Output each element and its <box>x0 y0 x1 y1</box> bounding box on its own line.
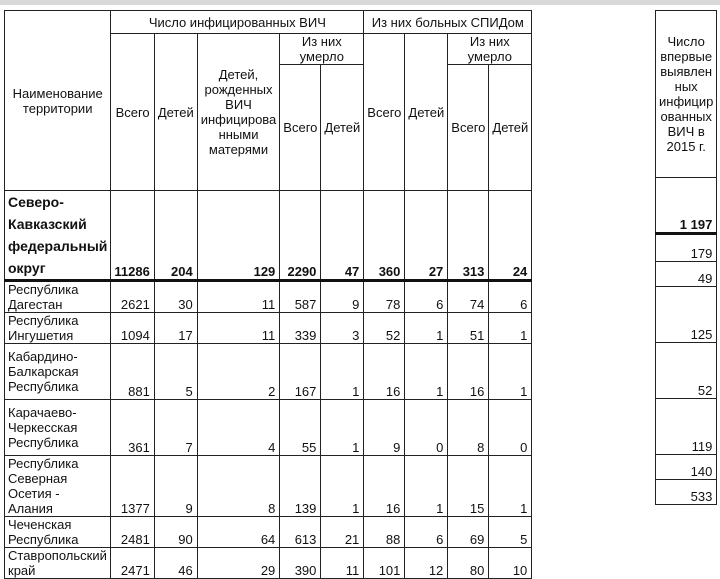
row-name: Чеченская Республика <box>5 517 111 548</box>
died-total-header: Всего <box>280 65 321 191</box>
cell: 8 <box>448 400 489 456</box>
cell: 10 <box>489 548 532 579</box>
cell: 27 <box>405 191 448 281</box>
born-children-header: Детей, рожденных ВИЧ инфицирова нными матерями <box>197 34 280 191</box>
cell: 360 <box>364 191 405 281</box>
cell: 6 <box>405 517 448 548</box>
cell: 390 <box>280 548 321 579</box>
aids-died-children-header: Детей <box>489 65 532 191</box>
cell: 1 <box>321 400 364 456</box>
new-cases-cell: 52 <box>656 343 717 399</box>
cell: 64 <box>197 517 280 548</box>
cell: 1 <box>321 456 364 517</box>
row-name: Карачаево-Черкесская Республика <box>5 400 111 456</box>
cell: 9 <box>321 281 364 313</box>
cell: 78 <box>364 281 405 313</box>
cell: 51 <box>448 313 489 344</box>
cell: 55 <box>280 400 321 456</box>
cell: 361 <box>111 400 154 456</box>
table-row <box>5 517 532 548</box>
cell: 0 <box>489 400 532 456</box>
cell: 2 <box>197 344 280 400</box>
cell: 7 <box>154 400 197 456</box>
main-table <box>4 10 532 579</box>
cell: 1 <box>489 456 532 517</box>
table-row <box>5 400 532 456</box>
new-cases-header: Число впервые выявлен ных инфицир ованных ВИЧ в 2015 г. <box>656 11 717 178</box>
table-row <box>5 313 532 344</box>
cell: 1094 <box>111 313 154 344</box>
hiv-died-header: Из них умерло <box>280 34 364 65</box>
cell: 1 <box>321 344 364 400</box>
cell: 5 <box>489 517 532 548</box>
row-name: Ставропольский край <box>5 548 111 579</box>
aids-children-header: Детей <box>405 34 448 191</box>
cell: 139 <box>280 456 321 517</box>
cell: 69 <box>448 517 489 548</box>
table-row <box>5 344 532 400</box>
hiv-children-header: Детей <box>154 34 197 191</box>
aids-died-header: Из них умерло <box>448 34 532 65</box>
cell: 2290 <box>280 191 321 281</box>
cell: 339 <box>280 313 321 344</box>
cell: 16 <box>448 344 489 400</box>
aids-group-header: Из них больных СПИДом <box>364 11 532 34</box>
aids-total-header: Всего <box>364 34 405 191</box>
cell: 15 <box>448 456 489 517</box>
cell: 52 <box>364 313 405 344</box>
new-cases-cell: 125 <box>656 287 717 343</box>
new-cases-federal: 1 197 <box>656 178 717 234</box>
cell: 167 <box>280 344 321 400</box>
died-children-header: Детей <box>321 65 364 191</box>
cell: 1 <box>405 313 448 344</box>
cell: 1 <box>489 313 532 344</box>
cell: 11286 <box>111 191 154 281</box>
territory-header: Наименование территории <box>5 11 111 191</box>
cell: 613 <box>280 517 321 548</box>
cell: 9 <box>154 456 197 517</box>
cell: 11 <box>197 281 280 313</box>
cell: 129 <box>197 191 280 281</box>
cell: 2481 <box>111 517 154 548</box>
cell: 47 <box>321 191 364 281</box>
hiv-total-header: Всего <box>111 34 154 191</box>
cell: 80 <box>448 548 489 579</box>
table-row <box>5 281 532 313</box>
cell: 8 <box>197 456 280 517</box>
cell: 1 <box>405 456 448 517</box>
cell: 1377 <box>111 456 154 517</box>
row-name: Республика Дагестан <box>5 281 111 313</box>
cell: 12 <box>405 548 448 579</box>
new-cases-cell: 140 <box>656 455 717 480</box>
new-cases-cell: 179 <box>656 234 717 262</box>
cell: 6 <box>489 281 532 313</box>
new-cases-table <box>655 10 717 505</box>
cell: 2471 <box>111 548 154 579</box>
cell: 881 <box>111 344 154 400</box>
new-cases-cell: 533 <box>656 480 717 505</box>
cell: 3 <box>321 313 364 344</box>
cell: 6 <box>405 281 448 313</box>
federal-name: Северо-Кавказский федеральный округ <box>5 191 111 281</box>
row-name: Республика Ингушетия <box>5 313 111 344</box>
cell: 313 <box>448 191 489 281</box>
cell: 29 <box>197 548 280 579</box>
cell: 24 <box>489 191 532 281</box>
cell: 16 <box>364 456 405 517</box>
cell: 16 <box>364 344 405 400</box>
top-border <box>0 0 720 5</box>
cell: 2621 <box>111 281 154 313</box>
federal-row <box>5 191 532 281</box>
cell: 4 <box>197 400 280 456</box>
table-row <box>5 548 532 579</box>
cell: 9 <box>364 400 405 456</box>
cell: 1 <box>405 344 448 400</box>
new-cases-cell: 49 <box>656 262 717 287</box>
cell: 5 <box>154 344 197 400</box>
cell: 1 <box>489 344 532 400</box>
row-name: Кабардино-Балкарская Республика <box>5 344 111 400</box>
hiv-group-header: Число инфицированных ВИЧ <box>111 11 364 34</box>
cell: 88 <box>364 517 405 548</box>
cell: 17 <box>154 313 197 344</box>
aids-died-total-header: Всего <box>448 65 489 191</box>
cell: 30 <box>154 281 197 313</box>
cell: 0 <box>405 400 448 456</box>
new-cases-cell: 119 <box>656 399 717 455</box>
cell: 21 <box>321 517 364 548</box>
row-name: Республика Северная Осетия - Алания <box>5 456 111 517</box>
cell: 204 <box>154 191 197 281</box>
cell: 101 <box>364 548 405 579</box>
cell: 74 <box>448 281 489 313</box>
table-row <box>5 456 532 517</box>
cell: 11 <box>321 548 364 579</box>
cell: 587 <box>280 281 321 313</box>
cell: 90 <box>154 517 197 548</box>
cell: 46 <box>154 548 197 579</box>
cell: 11 <box>197 313 280 344</box>
